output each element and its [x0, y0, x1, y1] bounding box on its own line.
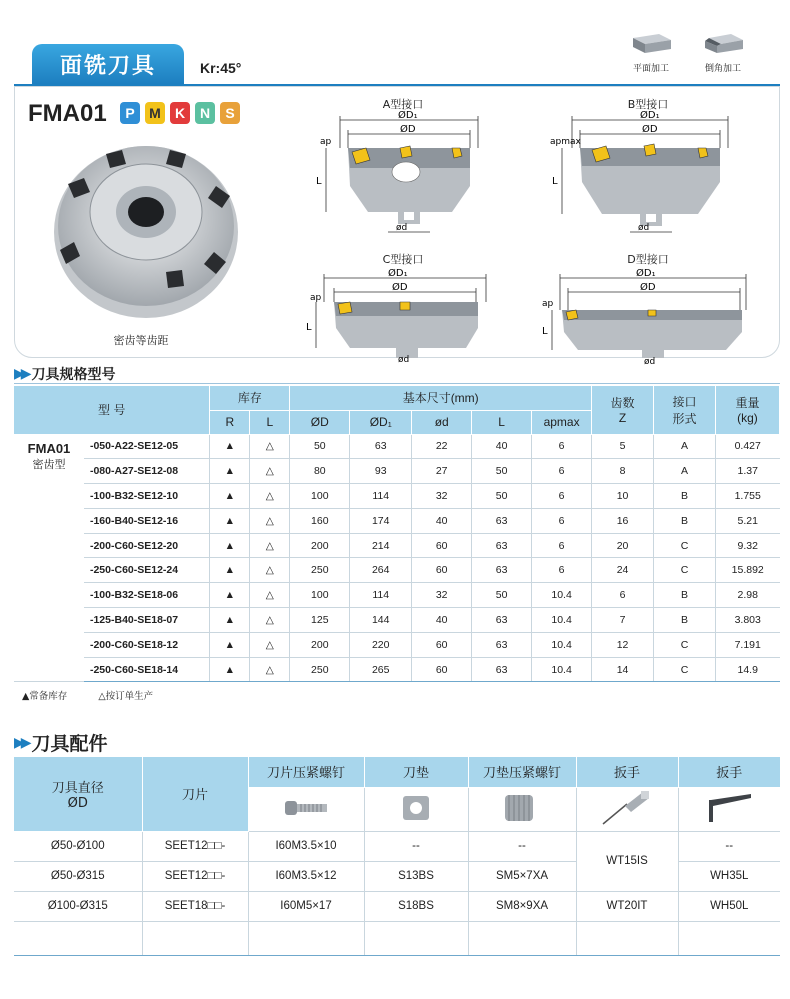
model-code-cell: -050-A22-SE12-05: [84, 434, 210, 459]
series-type: 密齿型: [32, 458, 66, 471]
acc-cell: S18BS: [364, 891, 468, 921]
spec-cell-od: 100: [290, 484, 350, 509]
acc-cell: SM8×9XA: [468, 891, 576, 921]
spec-cell-od1: 174: [350, 508, 412, 533]
spec-cell-d: 32: [412, 484, 472, 509]
diagram-d-d: ød: [644, 357, 656, 366]
acc-cell: SEET12□□-: [142, 831, 248, 861]
table-row: [14, 583, 780, 608]
legend-stock: ▲常备库存: [22, 691, 68, 702]
spec-cell-len: 50: [472, 583, 532, 608]
table-row: [14, 459, 780, 484]
spec-cell-len: 63: [472, 608, 532, 633]
spec-cell-z: 16: [592, 508, 654, 533]
spec-cell-len: 63: [472, 508, 532, 533]
chamfer-machining-icon: [701, 32, 745, 54]
spec-cell-r: ▲: [210, 508, 250, 533]
acc-cell: SM5×7XA: [468, 861, 576, 891]
double-chevron-icon: ▶▶: [14, 734, 28, 751]
acc-cell: SEET12□□-: [142, 861, 248, 891]
spec-cell-ap: 6: [532, 484, 592, 509]
header-teeth: 齿数 Z: [592, 386, 654, 434]
flat-machining-icon: [629, 32, 673, 54]
spec-cell-od: 200: [290, 632, 350, 657]
spec-cell-len: 63: [472, 533, 532, 558]
acc-section-title: 刀具配件: [31, 733, 108, 755]
diagram-a-ap: ap: [320, 137, 332, 147]
spec-section-title: 刀具规格型号: [31, 367, 116, 383]
header-bore: ød: [412, 410, 472, 434]
spec-cell-r: ▲: [210, 558, 250, 583]
acc-empty-cell: [468, 921, 576, 955]
header-length: L: [472, 410, 532, 434]
spec-cell-d: 60: [412, 657, 472, 682]
spec-cell-kg: 2.98: [715, 583, 779, 608]
header-od1: ØD₁: [350, 410, 412, 434]
acc-cell: --: [468, 831, 576, 861]
spec-cell-len: 50: [472, 484, 532, 509]
spec-cell-ap: 6: [532, 459, 592, 484]
spec-cell-z: 7: [592, 608, 654, 633]
spec-cell-kg: 0.427: [715, 434, 779, 459]
spec-cell-od1: 214: [350, 533, 412, 558]
table-row: [14, 533, 780, 558]
spec-cell-l: △: [250, 583, 290, 608]
spec-cell-iface: C: [654, 558, 716, 583]
header-apmax: apmax: [532, 410, 592, 434]
hex-key-icon: [699, 788, 759, 828]
model-code-cell: -200-C60-SE18-12: [84, 632, 210, 657]
spec-cell-r: ▲: [210, 583, 250, 608]
diagram-d-l: L: [542, 326, 548, 337]
acc-section-heading: [14, 729, 108, 756]
spec-cell-kg: 1.37: [715, 459, 779, 484]
spec-cell-l: △: [250, 508, 290, 533]
section-title-tab: [32, 44, 184, 84]
shim-image: [364, 787, 468, 831]
spec-cell-len: 40: [472, 434, 532, 459]
acc-cell: --: [678, 831, 780, 861]
spec-cell-l: △: [250, 533, 290, 558]
header-r: R: [210, 410, 250, 434]
spec-cell-d: 27: [412, 459, 472, 484]
spec-cell-l: △: [250, 608, 290, 633]
model-code-cell: -080-A27-SE12-08: [84, 459, 210, 484]
spec-cell-iface: C: [654, 632, 716, 657]
spec-cell-d: 60: [412, 558, 472, 583]
spec-cell-kg: 5.21: [715, 508, 779, 533]
spec-cell-ap: 10.4: [532, 608, 592, 633]
acc-header-screw: 刀片压紧螺钉: [248, 757, 364, 787]
diagram-c-od1: ØD₁: [388, 268, 408, 279]
diagram-b-od: ØD: [642, 124, 658, 135]
diagram-d-od1: ØD₁: [636, 268, 656, 279]
spec-section-rule: [14, 383, 780, 384]
spec-cell-d: 22: [412, 434, 472, 459]
acc-cell: I60M3.5×10: [248, 831, 364, 861]
model-code-cell: -250-C60-SE18-14: [84, 657, 210, 682]
model-title: FMA01: [28, 100, 107, 127]
kr-angle: Kr:45°: [200, 60, 242, 76]
spec-cell-ap: 6: [532, 533, 592, 558]
acc-empty-cell: [14, 921, 142, 955]
acc-cell: Ø50-Ø315: [14, 861, 142, 891]
header-dims: 基本尺寸(mm): [290, 386, 592, 410]
spec-cell-ap: 10.4: [532, 632, 592, 657]
table-row: [14, 657, 780, 682]
spec-cell-z: 5: [592, 434, 654, 459]
spec-cell-r: ▲: [210, 657, 250, 682]
spec-cell-ap: 6: [532, 508, 592, 533]
acc-empty-cell: [248, 921, 364, 955]
shim-screw-image: [468, 787, 576, 831]
spec-cell-kg: 3.803: [715, 608, 779, 633]
diagram-d: [536, 266, 756, 366]
torx-key-icon: [597, 788, 657, 828]
spec-cell-r: ▲: [210, 484, 250, 509]
spec-cell-z: 12: [592, 632, 654, 657]
header-interface: 接口 形式: [654, 386, 716, 434]
diagram-b-l: L: [552, 176, 558, 187]
table-row: [14, 508, 780, 533]
spec-section-heading: [14, 364, 116, 384]
acc-header-insert: 刀片: [142, 757, 248, 831]
acc-cell: Ø100-Ø315: [14, 891, 142, 921]
spec-cell-iface: C: [654, 657, 716, 682]
acc-header-key2: 扳手: [678, 757, 780, 787]
hex-key-image: [678, 787, 780, 831]
spec-cell-z: 14: [592, 657, 654, 682]
diagram-a-title: A型接口: [382, 98, 424, 111]
acc-header-shim-screw: 刀垫压紧螺钉: [468, 757, 576, 787]
spec-cell-l: △: [250, 459, 290, 484]
acc-cell: WT15IS: [576, 831, 678, 891]
machining-label: 倒角加工: [704, 64, 741, 74]
spec-cell-od: 200: [290, 533, 350, 558]
spec-cell-l: △: [250, 657, 290, 682]
shim-icon: [400, 793, 432, 823]
spec-cell-od: 160: [290, 508, 350, 533]
diagram-b-od1: ØD₁: [640, 110, 660, 121]
spec-cell-kg: 7.191: [715, 632, 779, 657]
spec-cell-od1: 264: [350, 558, 412, 583]
model-code-cell: -100-B32-SE18-06: [84, 583, 210, 608]
screw-icon: [283, 793, 329, 823]
diagram-c: [300, 266, 500, 366]
spec-cell-ap: 6: [532, 434, 592, 459]
model-code-cell: -125-B40-SE18-07: [84, 608, 210, 633]
diagram-b: [548, 108, 748, 248]
spec-cell-len: 63: [472, 632, 532, 657]
spec-cell-iface: A: [654, 459, 716, 484]
spec-cell-z: 20: [592, 533, 654, 558]
header-weight: 重量 (kg): [715, 386, 779, 434]
diagram-c-d: ød: [398, 355, 410, 365]
machining-label: 平面加工: [632, 64, 669, 74]
acc-header-key1: 扳手: [576, 757, 678, 787]
spec-cell-iface: A: [654, 434, 716, 459]
diagram-c-od: ØD: [392, 282, 408, 293]
spec-cell-od: 50: [290, 434, 350, 459]
spec-cell-d: 40: [412, 608, 472, 633]
double-chevron-icon: ▶▶: [14, 366, 28, 382]
spec-cell-od1: 114: [350, 583, 412, 608]
series-name: FMA01: [27, 440, 71, 456]
diagram-b-d: ød: [638, 223, 650, 233]
grade-badge-n: N: [195, 102, 215, 124]
spec-cell-kg: 1.755: [715, 484, 779, 509]
acc-cell: Ø50-Ø100: [14, 831, 142, 861]
spec-cell-d: 60: [412, 632, 472, 657]
spec-cell-od1: 220: [350, 632, 412, 657]
spec-cell-z: 24: [592, 558, 654, 583]
spec-cell-len: 50: [472, 459, 532, 484]
table-row: [14, 608, 780, 633]
header-od: ØD: [290, 410, 350, 434]
spec-cell-kg: 14.9: [715, 657, 779, 682]
screw-image: [248, 787, 364, 831]
diagram-d-od: ØD: [640, 282, 656, 293]
acc-cell: WH35L: [678, 861, 780, 891]
acc-empty-cell: [678, 921, 780, 955]
acc-header-diameter: 刀具直径 ØD: [14, 757, 142, 831]
spec-cell-od: 100: [290, 583, 350, 608]
spec-cell-kg: 15.892: [715, 558, 779, 583]
model-code-cell: -250-C60-SE12-24: [84, 558, 210, 583]
stock-legend: [22, 688, 181, 702]
diagram-a-d: ød: [396, 223, 408, 233]
grade-badge-k: K: [170, 102, 190, 124]
spec-cell-d: 40: [412, 508, 472, 533]
diagram-b-title: B型接口: [627, 98, 669, 111]
diagram-b-apmax: apmax: [550, 137, 581, 147]
acc-empty-cell: [142, 921, 248, 955]
spec-cell-od1: 114: [350, 484, 412, 509]
spec-cell-r: ▲: [210, 608, 250, 633]
spec-cell-z: 8: [592, 459, 654, 484]
header-model: 型 号: [14, 386, 210, 434]
spec-cell-d: 32: [412, 583, 472, 608]
diagram-c-title: C型接口: [382, 253, 424, 266]
acc-cell: WT20IT: [576, 891, 678, 921]
spec-cell-iface: B: [654, 484, 716, 509]
machining-flat: [622, 32, 680, 74]
spec-cell-od1: 63: [350, 434, 412, 459]
diagram-c-ap: ap: [310, 293, 322, 303]
diagram-a-l: L: [316, 176, 322, 187]
diagram-d-title: D型接口: [627, 253, 669, 266]
spec-cell-od: 250: [290, 657, 350, 682]
spec-cell-od1: 265: [350, 657, 412, 682]
page-title: 面铣刀具: [59, 53, 156, 79]
spec-cell-kg: 9.32: [715, 533, 779, 558]
spec-cell-len: 63: [472, 657, 532, 682]
machining-chamfer: [694, 32, 752, 74]
diagram-a-od: ØD: [400, 124, 416, 135]
spec-cell-l: △: [250, 434, 290, 459]
model-code-cell: -100-B32-SE12-10: [84, 484, 210, 509]
model-code-cell: -160-B40-SE12-16: [84, 508, 210, 533]
series-cell: [14, 434, 84, 682]
diagram-c-l: L: [306, 322, 312, 333]
spec-cell-iface: C: [654, 533, 716, 558]
torx-key-image: [576, 787, 678, 831]
spec-cell-od1: 144: [350, 608, 412, 633]
accessories-table: [14, 757, 780, 956]
legend-order: △按订单生产: [98, 691, 154, 702]
spec-cell-od: 125: [290, 608, 350, 633]
grade-badge-p: P: [120, 102, 140, 124]
spec-cell-z: 6: [592, 583, 654, 608]
face-mill-image: [46, 140, 246, 328]
diagram-a: [310, 108, 490, 248]
spec-cell-d: 60: [412, 533, 472, 558]
acc-header-shim: 刀垫: [364, 757, 468, 787]
table-row: [14, 558, 780, 583]
spec-table: [14, 386, 780, 682]
spec-cell-ap: 10.4: [532, 657, 592, 682]
acc-cell: I60M5×17: [248, 891, 364, 921]
product-caption: 密齿等齿距: [113, 334, 169, 347]
table-row: [14, 434, 780, 459]
spec-cell-len: 63: [472, 558, 532, 583]
spec-cell-l: △: [250, 632, 290, 657]
spec-cell-r: ▲: [210, 533, 250, 558]
spec-cell-iface: B: [654, 608, 716, 633]
model-code-cell: -200-C60-SE12-20: [84, 533, 210, 558]
acc-cell: WH50L: [678, 891, 780, 921]
acc-cell: S13BS: [364, 861, 468, 891]
table-row: [14, 484, 780, 509]
acc-cell: --: [364, 831, 468, 861]
spec-cell-iface: B: [654, 583, 716, 608]
acc-cell: I60M3.5×12: [248, 861, 364, 891]
table-row: [14, 632, 780, 657]
shim-screw-icon: [499, 791, 545, 825]
header-l: L: [250, 410, 290, 434]
diagram-a-od1: ØD₁: [398, 110, 418, 121]
spec-cell-ap: 10.4: [532, 583, 592, 608]
spec-cell-iface: B: [654, 508, 716, 533]
spec-cell-r: ▲: [210, 632, 250, 657]
header-stock: 库存: [210, 386, 290, 410]
spec-cell-ap: 6: [532, 558, 592, 583]
spec-cell-od1: 93: [350, 459, 412, 484]
spec-cell-od: 250: [290, 558, 350, 583]
spec-cell-od: 80: [290, 459, 350, 484]
grade-badge-s: S: [220, 102, 240, 124]
spec-cell-r: ▲: [210, 434, 250, 459]
spec-cell-l: △: [250, 558, 290, 583]
spec-cell-l: △: [250, 484, 290, 509]
diagram-d-ap: ap: [542, 299, 554, 309]
spec-cell-z: 10: [592, 484, 654, 509]
acc-empty-cell: [576, 921, 678, 955]
grade-badge-m: M: [145, 102, 165, 124]
acc-cell: SEET18□□-: [142, 891, 248, 921]
acc-empty-cell: [364, 921, 468, 955]
spec-cell-r: ▲: [210, 459, 250, 484]
